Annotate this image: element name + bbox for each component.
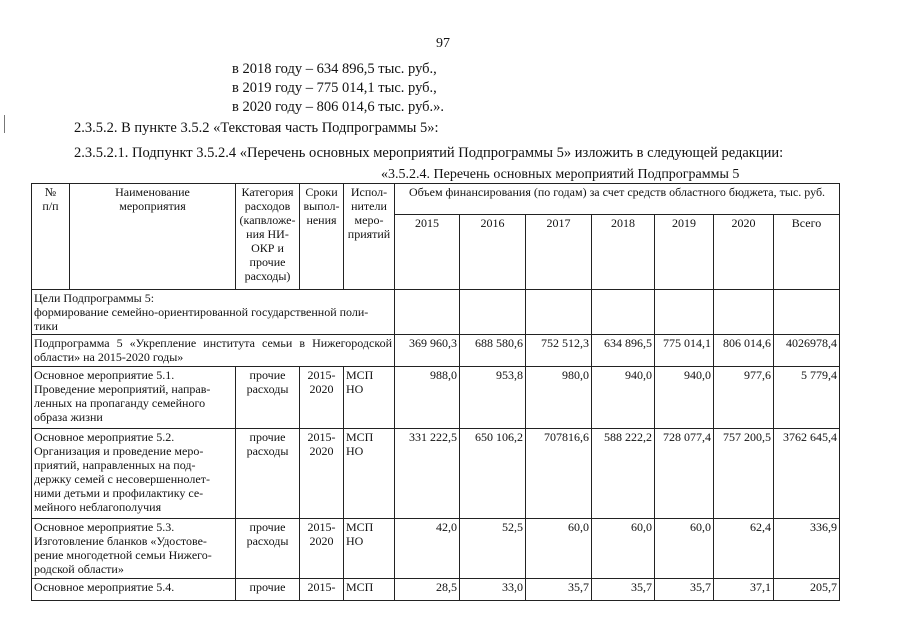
activity-value-total: 5 779,4: [774, 367, 840, 429]
table-row: [32, 579, 840, 601]
activity-name: Основное мероприятие 5.2. Организация и проведение меро- приятий, направленных на под- держку семей с несовершеннолет- ними детьми и профилактику се- мейного неблагополучия: [32, 429, 236, 519]
subprogram-value-total: 4026978,4: [774, 335, 840, 367]
funding-line-2018: в 2018 году – 634 896,5 тыс. руб.,: [232, 61, 437, 77]
header-year-2015: 2015: [395, 215, 460, 290]
activity-category: прочие расходы: [236, 429, 300, 519]
activity-value-total: 3762 645,4: [774, 429, 840, 519]
activity-terms: 2015- 2020: [300, 367, 344, 429]
header-total: Всего: [774, 215, 840, 290]
activity-value-2019: 35,7: [655, 579, 714, 601]
activity-value-2019: 60,0: [655, 519, 714, 579]
activity-category: прочие расходы: [236, 367, 300, 429]
activity-category: прочие: [236, 579, 300, 601]
header-num: № п/п: [32, 184, 70, 290]
empty-cell: [592, 290, 655, 335]
subprogram-value-2016: 688 580,6: [460, 335, 526, 367]
activity-terms: 2015-: [300, 579, 344, 601]
activity-name: Основное мероприятие 5.1. Проведение мероприятий, направ- ленных на пропаганду семейного образа жизни: [32, 367, 236, 429]
empty-cell: [714, 290, 774, 335]
activity-value-2019: 940,0: [655, 367, 714, 429]
scan-margin-mark: [4, 115, 5, 133]
subprogram-value-2017: 752 512,3: [526, 335, 592, 367]
goals-row: [32, 290, 840, 335]
activity-value-2020: 757 200,5: [714, 429, 774, 519]
page-number: 97: [436, 36, 450, 51]
activity-value-2016: 52,5: [460, 519, 526, 579]
activity-value-2015: 988,0: [395, 367, 460, 429]
activities-table: [31, 183, 840, 601]
paragraph-point-amendment: 2.3.5.2. В пункте 3.5.2 «Текстовая часть Подпрограммы 5»:: [74, 120, 439, 136]
empty-cell: [655, 290, 714, 335]
activity-value-2017: 35,7: [526, 579, 592, 601]
table-title: «3.5.2.4. Перечень основных мероприятий Подпрограммы 5: [381, 167, 740, 182]
table-row: [32, 367, 840, 429]
header-category: Категория расходов (капвложе- ния НИ- ОКР и прочие расходы): [236, 184, 300, 290]
subprogram-name: Подпрограмма 5 «Укрепление института семьи в Нижегородской области» на 2015-2020 годы»: [32, 335, 395, 367]
activity-value-2019: 728 077,4: [655, 429, 714, 519]
table-row: [32, 429, 840, 519]
activity-value-2018: 588 222,2: [592, 429, 655, 519]
header-name: Наименование мероприятия: [70, 184, 236, 290]
activity-terms: 2015- 2020: [300, 429, 344, 519]
table-row: [32, 519, 840, 579]
activity-value-total: 336,9: [774, 519, 840, 579]
empty-cell: [395, 290, 460, 335]
header-year-2020: 2020: [714, 215, 774, 290]
funding-line-2019: в 2019 году – 775 014,1 тыс. руб.,: [232, 80, 437, 96]
subprogram-row: [32, 335, 840, 367]
activity-terms: 2015- 2020: [300, 519, 344, 579]
activity-value-2018: 940,0: [592, 367, 655, 429]
subprogram-value-2018: 634 896,5: [592, 335, 655, 367]
header-year-2016: 2016: [460, 215, 526, 290]
header-year-2017: 2017: [526, 215, 592, 290]
activity-value-2018: 60,0: [592, 519, 655, 579]
activity-value-total: 205,7: [774, 579, 840, 601]
header-year-2019: 2019: [655, 215, 714, 290]
activity-value-2020: 977,6: [714, 367, 774, 429]
activity-name: Основное мероприятие 5.3. Изготовление бланков «Удостове- рение многодетной семьи Нижего- родской области»: [32, 519, 236, 579]
header-year-2018: 2018: [592, 215, 655, 290]
subprogram-value-2015: 369 960,3: [395, 335, 460, 367]
activity-value-2018: 35,7: [592, 579, 655, 601]
activity-value-2020: 62,4: [714, 519, 774, 579]
empty-cell: [526, 290, 592, 335]
header-executors: Испол- нители меро- приятий: [344, 184, 395, 290]
funding-line-2020: в 2020 году – 806 014,6 тыс. руб.».: [232, 99, 445, 115]
header-terms: Сроки выпол- нения: [300, 184, 344, 290]
activity-value-2017: 707816,6: [526, 429, 592, 519]
activity-value-2015: 331 222,5: [395, 429, 460, 519]
empty-cell: [460, 290, 526, 335]
activity-category: прочие расходы: [236, 519, 300, 579]
activity-value-2016: 953,8: [460, 367, 526, 429]
activity-value-2020: 37,1: [714, 579, 774, 601]
empty-cell: [774, 290, 840, 335]
activity-value-2017: 980,0: [526, 367, 592, 429]
activity-executors: МСП: [344, 579, 395, 601]
activity-executors: МСП НО: [344, 519, 395, 579]
activity-executors: МСП НО: [344, 367, 395, 429]
subprogram-value-2019: 775 014,1: [655, 335, 714, 367]
activity-value-2017: 60,0: [526, 519, 592, 579]
activity-value-2015: 42,0: [395, 519, 460, 579]
activity-name: Основное мероприятие 5.4.: [32, 579, 236, 601]
activity-value-2016: 650 106,2: [460, 429, 526, 519]
activity-value-2015: 28,5: [395, 579, 460, 601]
activity-value-2016: 33,0: [460, 579, 526, 601]
paragraph-subpoint-amendment: 2.3.5.2.1. Подпункт 3.5.2.4 «Перечень основных мероприятий Подпрограммы 5» изложить в следующей редакции:: [74, 145, 784, 161]
subprogram-value-2020: 806 014,6: [714, 335, 774, 367]
goals-text: Цели Подпрограммы 5: формирование семейно-ориентированной государственной поли- тики: [32, 290, 395, 335]
activity-executors: МСП НО: [344, 429, 395, 519]
header-funding: Объем финансирования (по годам) за счет средств областного бюджета, тыс. руб.: [395, 184, 840, 215]
